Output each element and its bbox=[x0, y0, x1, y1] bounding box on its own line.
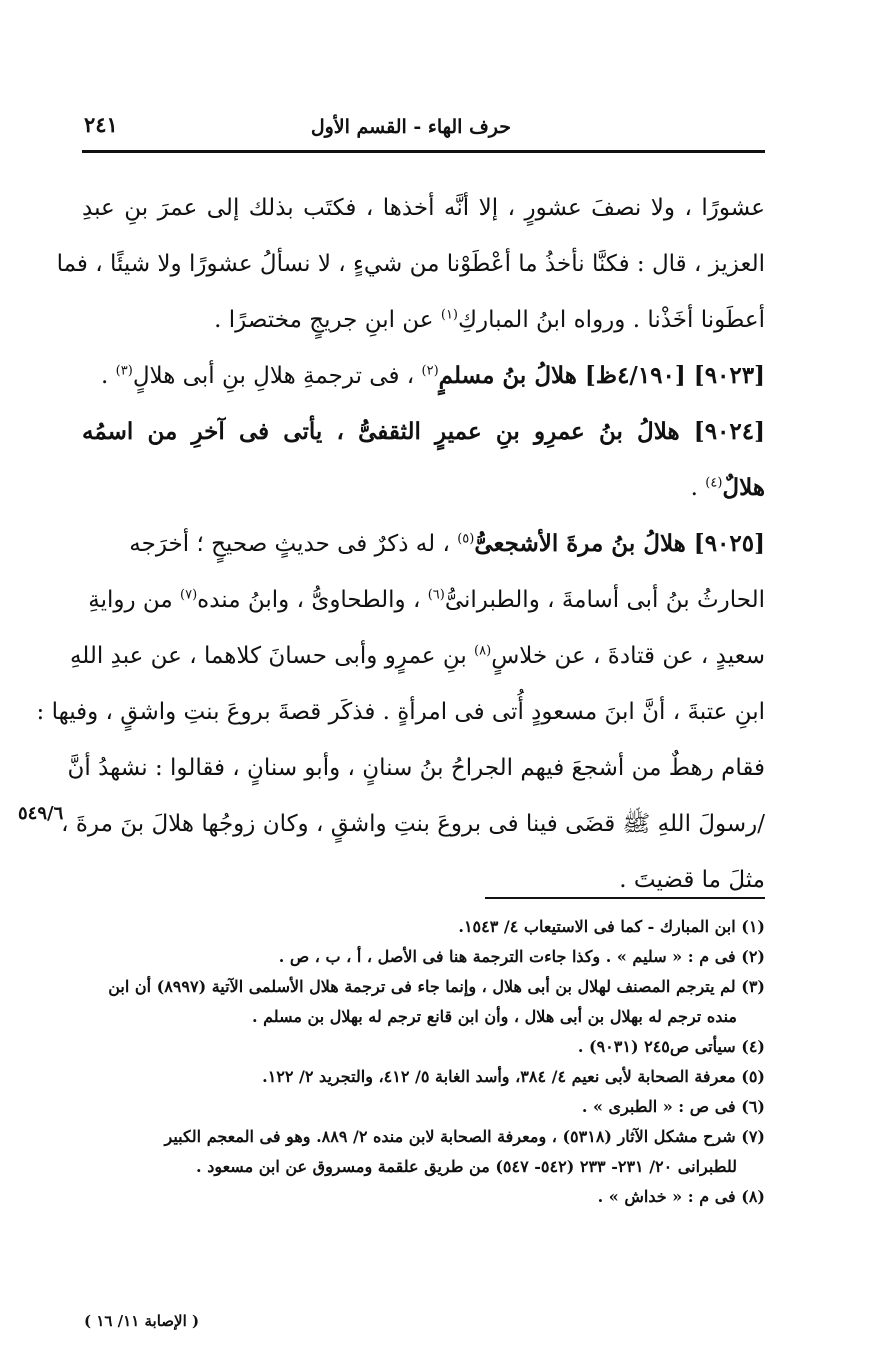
footnote-mark[interactable]: (٥) bbox=[457, 531, 475, 547]
footnote-continuation: للطبرانى ٢٠/ ٢٣١- ٢٣٣ (٥٤٢- ٥٤٧) من طريق علقمة ومسروق عن ابن مسعود . bbox=[196, 1157, 737, 1176]
running-header: حرف الهاء - القسم الأول bbox=[310, 116, 511, 138]
footnote-mark[interactable]: (٦) bbox=[427, 587, 445, 603]
footnote-mark[interactable]: (٨) bbox=[474, 643, 492, 659]
footnotes bbox=[82, 912, 765, 1212]
footnote: (٥) معرفة الصحابة لأبى نعيم ٤/ ٣٨٤، وأسد الغابة ٥/ ٤١٢، والتجريد ٢/ ١٢٢. bbox=[262, 1067, 765, 1086]
footnote: (٦) فى ص : « الطبرى » . bbox=[581, 1097, 765, 1116]
footnote-mark[interactable]: (٣) bbox=[115, 363, 133, 379]
footnote: (٨) فى م : « خداش » . bbox=[597, 1187, 765, 1206]
footnote: (٤) سيأتى ص٢٤٥ (٩٠٣١) . bbox=[577, 1037, 765, 1056]
text-line: سعيدٍ ، عن قتادةَ ، عن خلاسٍ$^{(٨)}$ بنِ عمرٍو وأبى حسانَ كلاهما ، عن عبدِ اللهِ bbox=[69, 643, 765, 669]
text-line: عشورًا ، ولا نصفَ عشورٍ ، إلا أنَّه أخذها ، فكتَب بذلك إلى عمرَ بنِ عبدِ bbox=[82, 195, 765, 221]
entry-9024: [٩٠٢٤] هلالُ بنُ عمرِو بنِ عميرٍ الثقفىُّ ، يأتى فى آخرِ من اسمُه bbox=[82, 418, 765, 445]
footnote-continuation: منده ترجم له بهلال بن أبى هلال ، وأن ابن قانع ترجم له بهلال بن مسلم . bbox=[252, 1007, 737, 1026]
volume-signature: ( الإصابة ١١/ ١٦ ) bbox=[84, 1312, 200, 1330]
text-line: الحارثُ بنُ أبى أسامةَ ، والطبرانىُّ$^{(٦)}$ ، والطحاوىُّ ، وابنُ منده$^{(٧)}$ من روايةِ bbox=[88, 587, 765, 613]
entry-9023: [٩٠٢٣] [٤/١٩٠ظ] هلالُ بنُ مسلمٍ$^{(٢)}$ ، فى ترجمةِ هلالِ بنِ أبى هلالٍ$^{(٣)}$ . bbox=[101, 362, 765, 389]
footnote: (٧) شرح مشكل الآثار (٥٣١٨) ، ومعرفة الصحابة لابن منده ٢/ ٨٨٩. وهو فى المعجم الكبير bbox=[164, 1127, 765, 1146]
footnote: (٢) فى م : « سليم » . وكذا جاءت الترجمة هنا فى الأصل ، أ ، ب ، ص . bbox=[278, 947, 765, 966]
margin-reference: ٥٤٩/٦ bbox=[18, 803, 64, 824]
footnote: (٣) لم يترجم المصنف لهلال بن أبى هلال ، وإنما جاء فى ترجمة هلال الأسلمى الآتية (٨٩٩٧) أن ابن bbox=[108, 977, 765, 996]
footnote-rule bbox=[485, 897, 765, 899]
text-line: /رسولَ اللهِ ﷺ قضَى فينا فى بروعَ بنتِ واشقٍ ، وكان زوجُها هلالَ بنَ مرةَ ، bbox=[61, 811, 765, 837]
footnote-mark[interactable]: (٧) bbox=[180, 587, 198, 603]
footnote-mark[interactable]: (١) bbox=[440, 307, 458, 323]
entry-9025: [٩٠٢٥] هلالُ بنُ مرةَ الأشجعىُّ$^{(٥)}$ ، له ذكرٌ فى حديثٍ صحيحٍ ؛ أخرَجه bbox=[129, 530, 765, 557]
page-number: ٢٤١ bbox=[84, 112, 118, 137]
text-line: مثلَ ما قضيتَ . bbox=[619, 867, 765, 893]
footnote: (١) ابن المبارك - كما فى الاستيعاب ٤/ ١٥٤٣. bbox=[458, 917, 765, 936]
footnote-mark[interactable]: (٢) bbox=[421, 363, 439, 379]
footnote-mark[interactable]: (٤) bbox=[705, 475, 723, 491]
text-line: هلالٌ$^{(٤)}$ . bbox=[690, 474, 765, 501]
header-rule bbox=[82, 150, 765, 153]
text-line: العزيز ، قال : فكنَّا نأخذُ ما أعْطَوْنا من شيءٍ ، لا نسألُ عشورًا ولا شيئًا ، فما bbox=[56, 251, 765, 277]
text-line: فقام رهطٌ من أشجعَ فيهم الجراحُ بنُ سنانٍ ، وأبو سنانٍ ، فقالوا : نشهدُ أنَّ bbox=[67, 755, 765, 781]
text-line: ابنِ عتبةَ ، أنَّ ابنَ مسعودٍ أُتى فى امرأةٍ . فذكَر قصةَ بروعَ بنتِ واشقٍ ، وفيها : bbox=[36, 699, 765, 725]
text-line: أعطَونا أخَذْنا . ورواه ابنُ المباركِ$^{(١)}$ عن ابنِ جريجٍ مختصرًا . bbox=[214, 307, 765, 333]
